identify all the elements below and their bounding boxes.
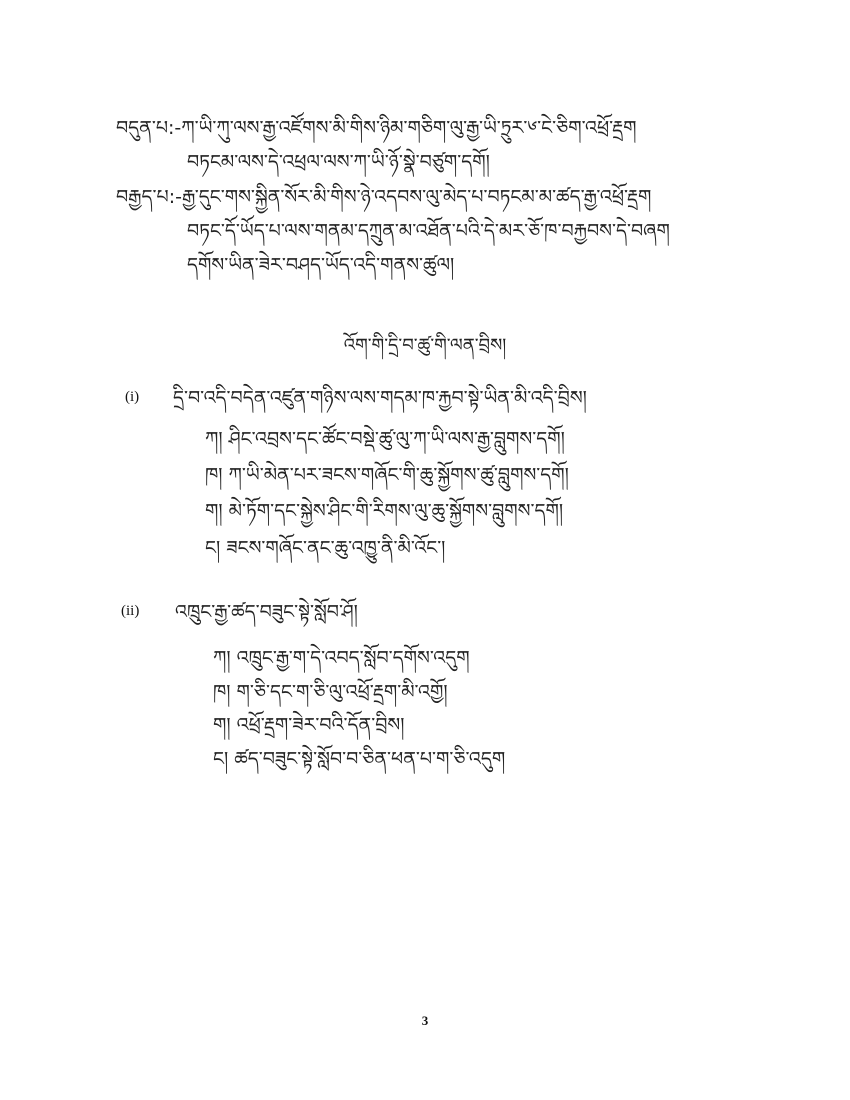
question-ii-option-kha: ཁ། ག་ཅི་དང་ག་ཅི་ལུ་འཕྲོ་རྡྲག་མི་འགྱོ། — [213, 681, 448, 703]
question-text-i: དྲི་བ་འདི་བདེན་འཛུན་གཉིས་ལས་གདམ་ཁ་རྐྱབ་སྟེ་ཡིན་མི་འདི་བྲིས། — [173, 387, 587, 409]
question-ii-option-ka: ཀ། འཁྲུང་རྒྱ་ག་དེ་འབད་སློབ་དགོས་འདུག — [213, 647, 470, 669]
definition-line-5: དགོས་ཡིན་ཟེར་བཤད་ཡོད་འདི་གནས་ཚུལ། — [187, 254, 455, 276]
question-text-ii: འཁྲུང་རྒྱ་ཚད་བཟུང་སྟེ་སློབ་ཤོ། — [175, 601, 358, 623]
question-i-option-nga: ང། ཟངས་གཞོང་ནང་ཆུ་འཁྱུ་ནི་མི་འོང་། — [205, 537, 446, 559]
question-label-i: (i) — [125, 389, 140, 405]
definition-line-4: བཏང་དོ་ཡོད་པ་ལས་གནམ་དཀྲུན་མ་འཐོན་པའི་དེ་མར་ཅོ་ཁ་བརྐྱབས་དེ་བཞག — [187, 220, 670, 242]
question-ii-option-nga: ང། ཚད་བཟུང་སྟེ་སློབ་བ་ཅིན་ཕན་པ་ག་ཅི་འདུག — [213, 748, 506, 770]
definition-line-3: བརྒྱད་པ:-རྒྱ་དུང་གས་སྐྱིན་སོར་མི་གིས་ཉེ་འདབས་ལུ་མེད་པ་བཏངམ་མ་ཚད་རྒྱ་འཕྲོ་རྡྲག — [116, 186, 652, 208]
question-i-option-kha: ཁ། ཀ་ཡི་མེན་པར་ཟངས་གཞོང་གི་ཆུ་སྐྱོགས་ཚུ་བླུགས་དགོ། — [205, 464, 569, 486]
definition-line-1: བདུན་པ:-ཀ་ཡི་ཀུ་ལས་རྒྱ་འཛོགས་མི་གིས་ཉིམ་གཅིག་ལུ་རྒྱ་ཡི་ཏྲུར་༦་ངེ་ཅིག་འཕྲོ་རྡྲག — [116, 117, 637, 139]
page-number: 3 — [421, 1013, 429, 1028]
question-i-option-ga: ག། མེ་ཏོག་དང་སྐྱེས་ཤིང་གི་རིགས་ལུ་ཆུ་སྐྱོགས་བླུགས་དགོ། — [205, 500, 564, 522]
question-label-ii: (ii) — [121, 603, 140, 619]
question-i-option-ka: ཀ། ཤིང་འབྲས་དང་ཚོང་བསྡེ་ཚུ་ལུ་ཀ་ཡི་ལས་རྒྱ་བླུགས་དགོ། — [205, 428, 565, 450]
definition-line-2: བཏངམ་ལས་དེ་འཕྲལ་ལས་ཀ་ཡི་ཉོ་སྣེ་བཙུག་དགོ། — [187, 151, 490, 173]
question-ii-option-ga: ག། འཕྲོ་རྡྲག་ཟེར་བའི་དོན་བྲིས། — [213, 714, 405, 736]
section-heading: འོག་གི་དྲི་བ་ཚུ་གི་ལན་བྲིས། — [343, 335, 507, 356]
